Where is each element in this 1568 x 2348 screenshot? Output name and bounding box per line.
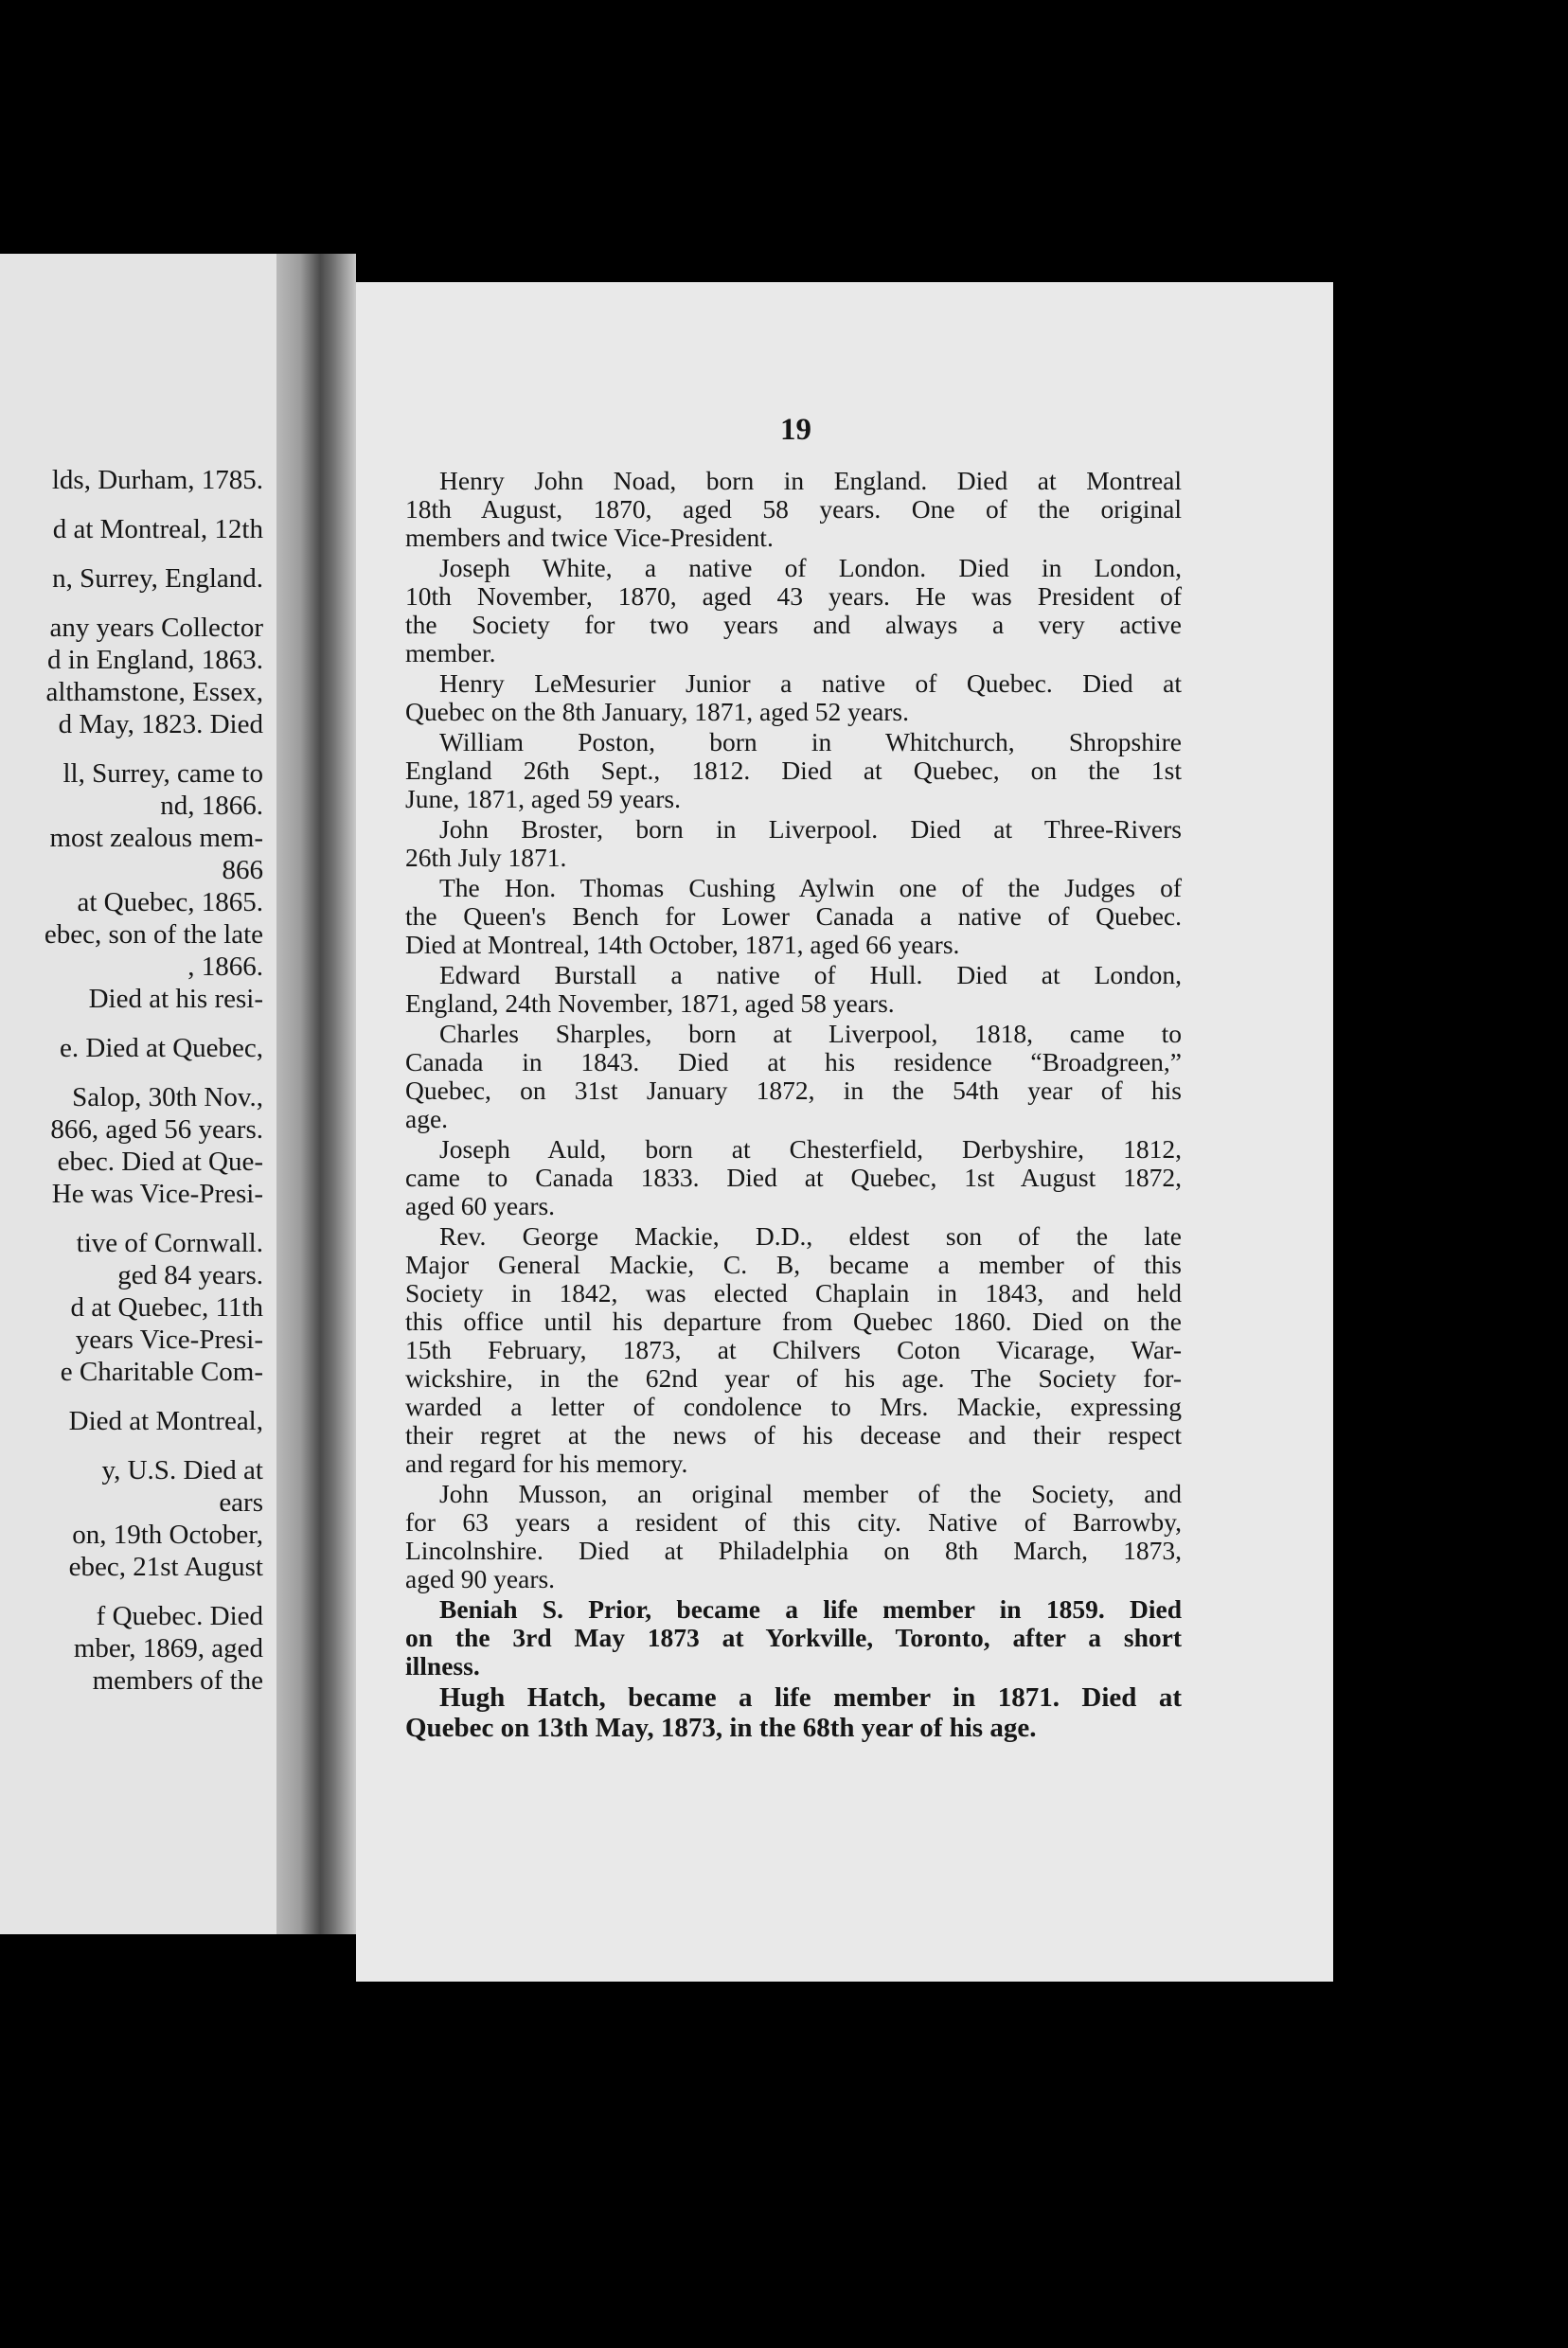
entry-line: aged 60 years. — [405, 1191, 556, 1220]
previous-page-line: Died at Montreal, — [68, 1406, 263, 1436]
obituary-entry — [405, 1222, 1182, 1478]
previous-page-line: n, Surrey, England. — [52, 563, 263, 594]
entry-line: Died at Montreal, 14th October, 1871, aged 66 years. — [405, 930, 960, 959]
entry-line: warded a letter of condolence to Mrs. Mackie, expressing — [405, 1392, 1182, 1421]
previous-page-line: 866 — [222, 855, 263, 885]
previous-page-line: ebec. Died at Que- — [57, 1147, 263, 1177]
entry-line: Canada in 1843. Died at his residence “Broadgreen,” — [405, 1047, 1182, 1076]
obituary-entry — [405, 961, 1182, 1018]
current-page — [356, 282, 1333, 1982]
previous-page-text — [0, 464, 263, 1697]
obituary-entry — [405, 1020, 1182, 1133]
entry-line: Henry John Noad, born in England. Died at Montreal — [439, 466, 1182, 495]
obituary-entries — [405, 467, 1182, 1745]
obituary-entry — [405, 467, 1182, 552]
entry-line: wickshire, in the 62nd year of his age. The Society for- — [405, 1363, 1182, 1393]
previous-page-line: d at Montreal, 12th — [52, 514, 263, 544]
obituary-entry — [405, 554, 1182, 667]
previous-page-line: most zealous mem- — [49, 823, 263, 853]
obituary-entry — [405, 1480, 1182, 1593]
entry-line: this office until his departure from Quebec 1860. Died on the — [405, 1307, 1182, 1336]
entry-line: Henry LeMesurier Junior a native of Quebec. Died at — [439, 668, 1182, 698]
previous-page-line: d at Quebec, 11th — [70, 1292, 263, 1323]
previous-page-line: years Vice-Presi- — [75, 1325, 263, 1355]
entry-line: Society in 1842, was elected Chaplain in 1843, and held — [405, 1278, 1182, 1307]
entry-line: on the 3rd May 1873 at Yorkville, Toronto, after a short — [405, 1623, 1182, 1652]
entry-line: Joseph White, a native of London. Died in London, — [439, 553, 1182, 582]
previous-page-line: f Quebec. Died — [96, 1601, 263, 1631]
entry-line: Quebec on 13th May, 1873, in the 68th year of his age. — [405, 1713, 1037, 1743]
previous-page-line: Salop, 30th Nov., — [72, 1082, 263, 1112]
previous-page-line: any years Collector — [49, 613, 263, 643]
entry-line: 10th November, 1870, aged 43 years. He was President of — [405, 581, 1182, 611]
previous-page-line: mber, 1869, aged — [73, 1633, 263, 1663]
previous-page-line: ebec, son of the late — [44, 919, 263, 950]
previous-page — [0, 254, 276, 1934]
previous-page-line: members of the — [92, 1665, 263, 1696]
previous-page-line: d May, 1823. Died — [58, 709, 263, 739]
entry-line: came to Canada 1833. Died at Quebec, 1st August 1872, — [405, 1163, 1182, 1192]
entry-line: for 63 years a resident of this city. Native of Barrowby, — [405, 1507, 1182, 1537]
entry-line: Beniah S. Prior, became a life member in 1859. Died — [439, 1594, 1182, 1624]
entry-line: Quebec, on 31st January 1872, in the 54th year of his — [405, 1076, 1182, 1105]
entry-line: Lincolnshire. Died at Philadelphia on 8th March, 1873, — [405, 1536, 1182, 1565]
entry-line: Charles Sharples, born at Liverpool, 1818, came to — [439, 1019, 1182, 1048]
previous-page-line: ears — [219, 1487, 263, 1518]
entry-line: 26th July 1871. — [405, 843, 567, 872]
previous-page-line: nd, 1866. — [160, 791, 263, 821]
previous-page-line: tive of Cornwall. — [76, 1228, 263, 1258]
entry-line: Major General Mackie, C. B, became a member of this — [405, 1250, 1182, 1279]
page-number: 19 — [780, 413, 811, 447]
obituary-entry — [405, 1595, 1182, 1681]
entry-line: aged 90 years. — [405, 1564, 556, 1593]
obituary-entry — [405, 1135, 1182, 1220]
previous-page-line: ged 84 years. — [117, 1260, 263, 1290]
entry-line: Hugh Hatch, became a life member in 1871. Died at — [439, 1682, 1182, 1713]
entry-line: Joseph Auld, born at Chesterfield, Derbyshire, 1812, — [439, 1134, 1182, 1164]
previous-page-line: Died at his resi- — [88, 984, 263, 1014]
entry-line: Edward Burstall a native of Hull. Died at London, — [439, 960, 1182, 989]
entry-line: age. — [405, 1104, 449, 1133]
previous-page-line: on, 19th October, — [72, 1520, 263, 1550]
entry-line: the Society for two years and always a very active — [405, 610, 1182, 639]
entry-line: and regard for his memory. — [405, 1449, 688, 1478]
previous-page-line: , 1866. — [187, 952, 263, 982]
entry-line: William Poston, born in Whitchurch, Shropshire — [439, 727, 1182, 756]
entry-line: illness. — [405, 1651, 480, 1681]
entry-line: 18th August, 1870, aged 58 years. One of the original — [405, 494, 1182, 524]
obituary-entry — [405, 1682, 1182, 1743]
entry-line: 15th February, 1873, at Chilvers Coton Vicarage, War- — [405, 1335, 1182, 1364]
obituary-entry — [405, 669, 1182, 726]
previous-page-line: d in England, 1863. — [47, 645, 263, 675]
previous-page-line: He was Vice-Presi- — [51, 1179, 263, 1209]
entry-line: the Queen's Bench for Lower Canada a native of Quebec. — [405, 901, 1182, 931]
entry-line: members and twice Vice-President. — [405, 523, 774, 552]
entry-line: John Broster, born in Liverpool. Died at Three-Rivers — [439, 814, 1182, 844]
previous-page-line: 866, aged 56 years. — [50, 1114, 263, 1145]
previous-page-line: at Quebec, 1865. — [77, 887, 263, 917]
obituary-entry — [405, 815, 1182, 872]
book-gutter — [276, 254, 356, 1934]
entry-line: John Musson, an original member of the Society, and — [439, 1479, 1182, 1508]
entry-line: June, 1871, aged 59 years. — [405, 784, 681, 813]
entry-line: Rev. George Mackie, D.D., eldest son of the late — [439, 1221, 1182, 1251]
previous-page-line: althamstone, Essex, — [45, 677, 263, 707]
previous-page-line: e Charitable Com- — [60, 1357, 263, 1387]
entry-line: England 26th Sept., 1812. Died at Quebec, on the 1st — [405, 756, 1182, 785]
previous-page-line: e. Died at Quebec, — [60, 1033, 263, 1063]
previous-page-line: ll, Surrey, came to — [62, 758, 263, 789]
entry-line: member. — [405, 638, 496, 667]
previous-page-line: y, U.S. Died at — [101, 1455, 263, 1485]
entry-line: their regret at the news of his decease and their respect — [405, 1420, 1182, 1450]
entry-line: England, 24th November, 1871, aged 58 years. — [405, 988, 895, 1018]
obituary-entry — [405, 874, 1182, 959]
obituary-entry — [405, 728, 1182, 813]
previous-page-line: lds, Durham, 1785. — [51, 465, 263, 495]
previous-page-line: ebec, 21st August — [68, 1552, 263, 1582]
entry-line: The Hon. Thomas Cushing Aylwin one of the Judges of — [439, 873, 1182, 902]
entry-line: Quebec on the 8th January, 1871, aged 52 years. — [405, 697, 910, 726]
